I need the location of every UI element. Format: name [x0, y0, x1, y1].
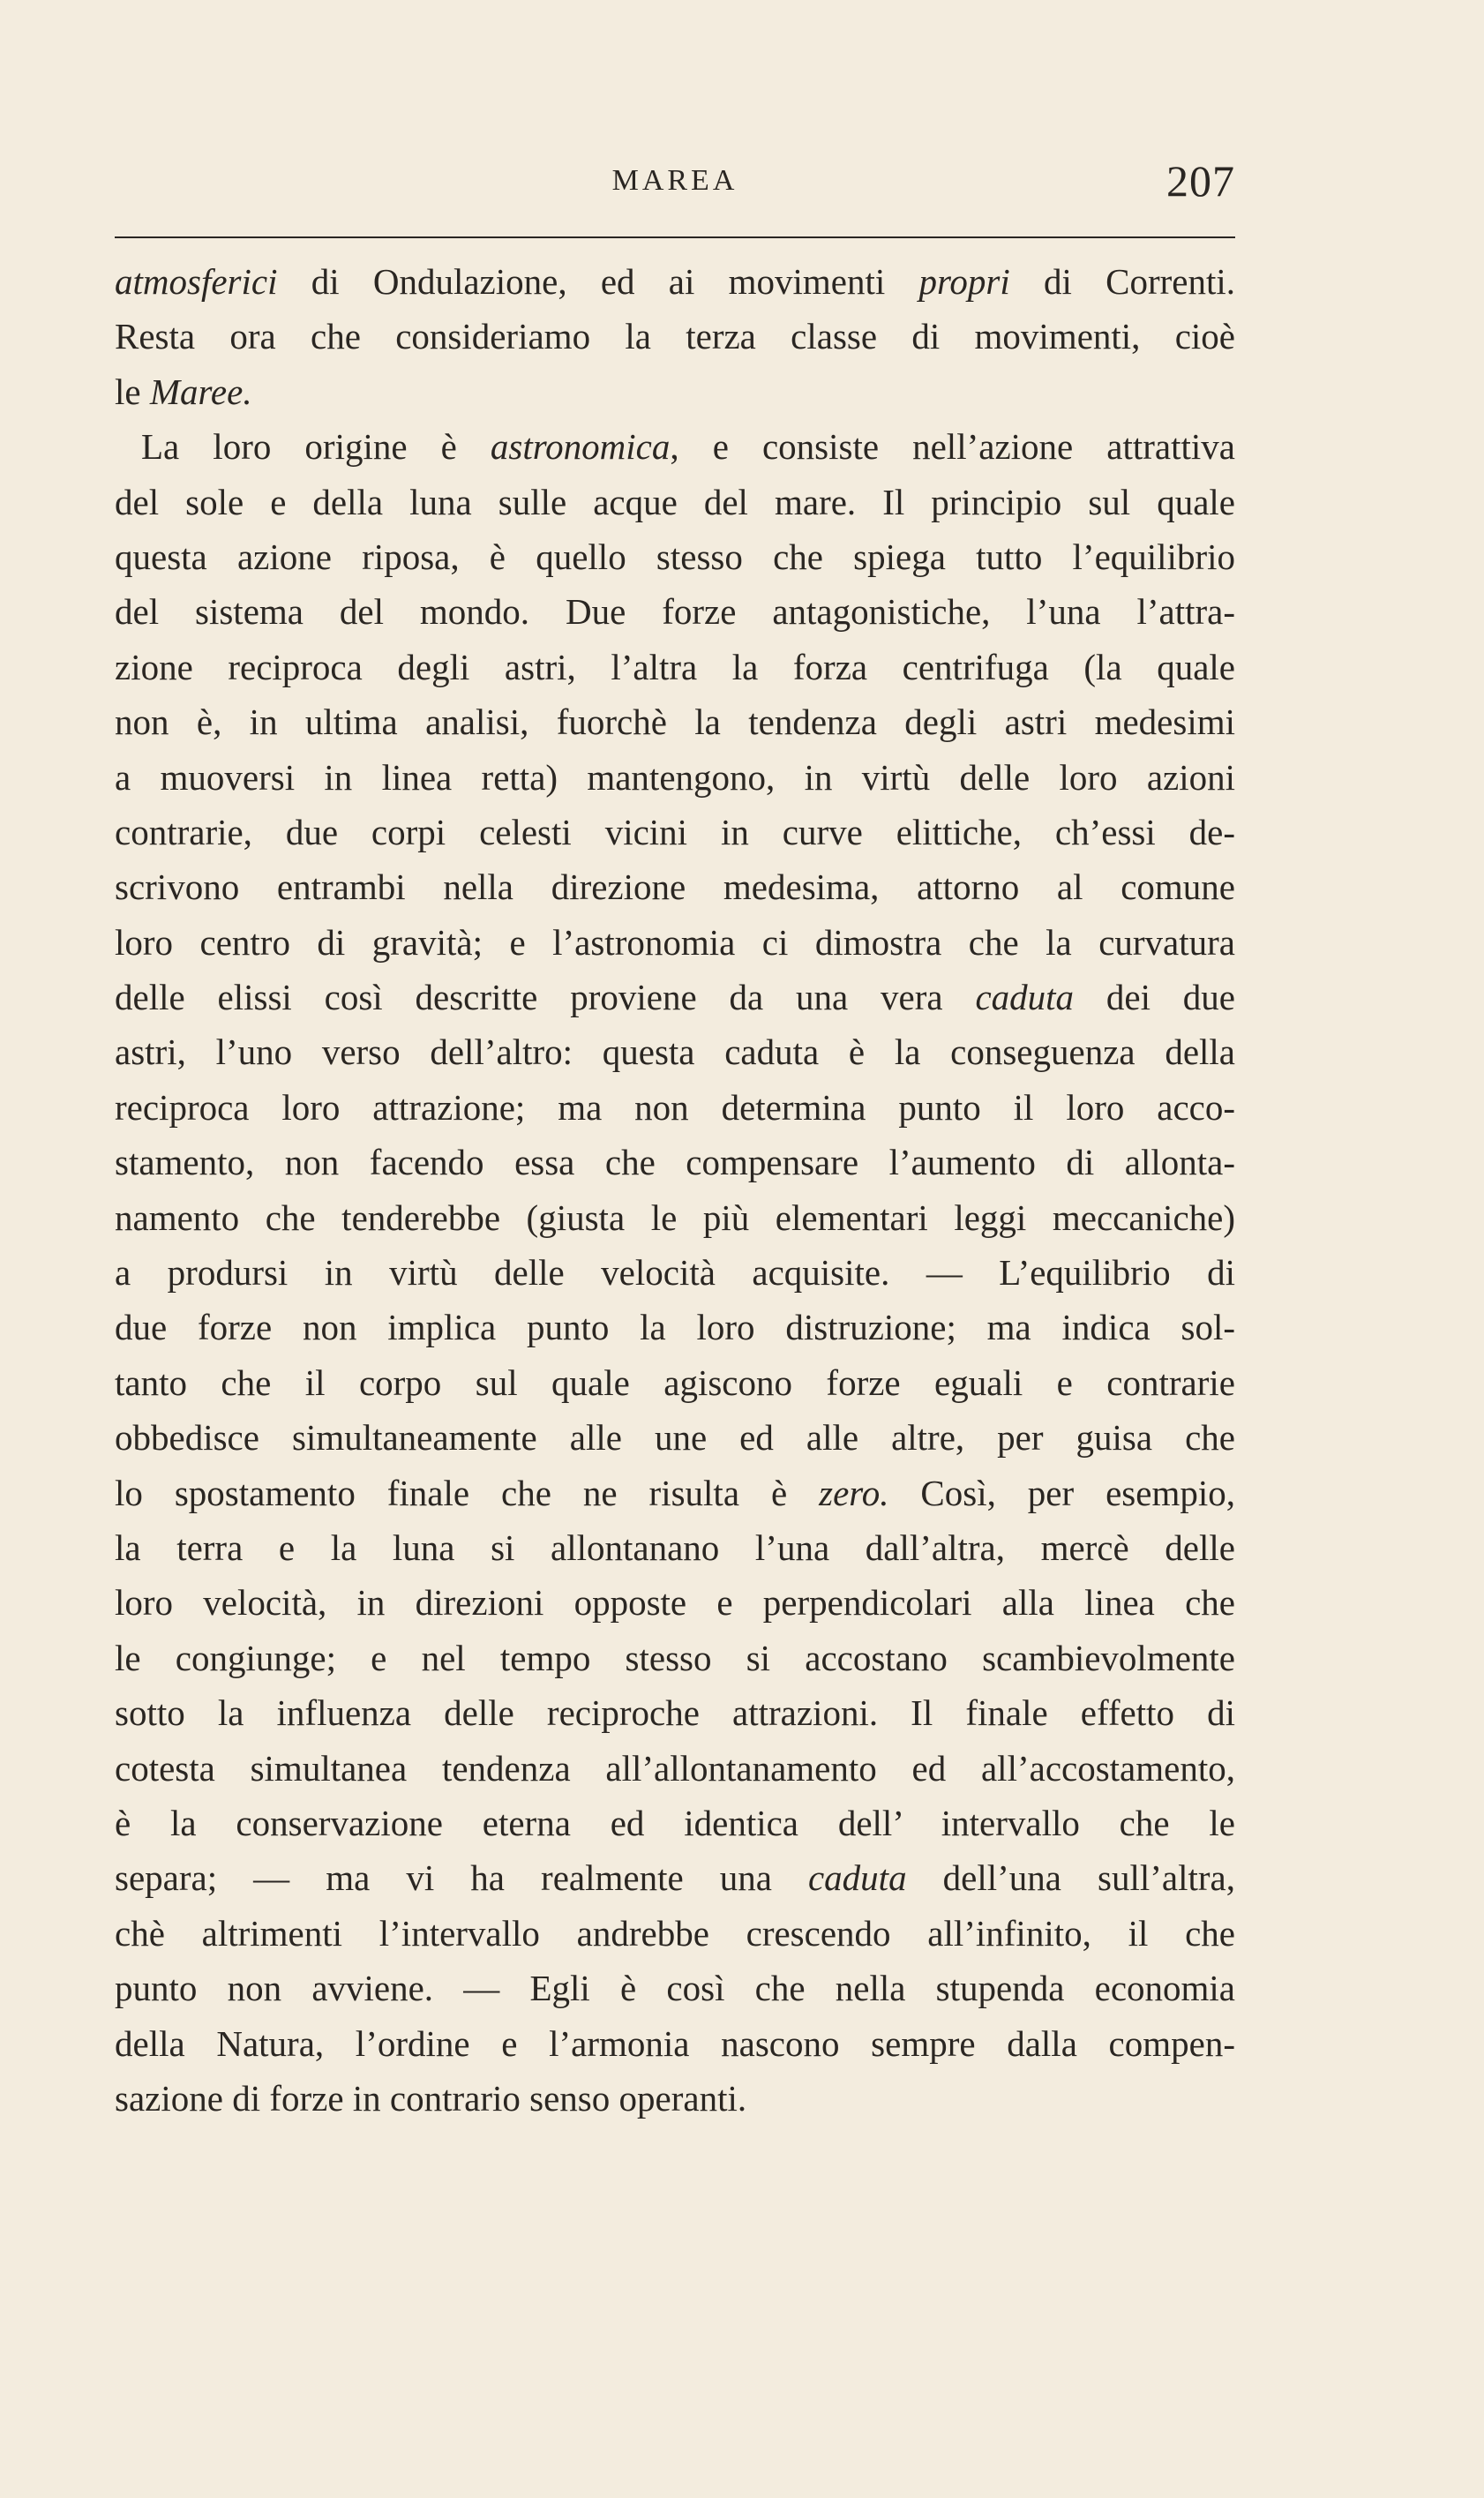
text-run: è la conservazione eterna ed identica dell’ intervallo che le [115, 1802, 1235, 1843]
header-rule [115, 236, 1235, 238]
text-line [115, 1685, 1235, 1740]
text-line [115, 750, 1235, 805]
text-run: reciproca loro attrazione; ma non determina punto il loro acco- [115, 1086, 1235, 1128]
text-line [115, 1024, 1235, 1079]
italic-run: caduta [807, 1857, 907, 1899]
text-run: dell’una sull’altra, [906, 1857, 1235, 1899]
text-run: a muoversi in linea retta) mantengono, in virtù delle loro azioni [115, 756, 1235, 798]
text-run: questa azione riposa, è quello stesso che spiega tutto l’equilibrio [115, 536, 1235, 577]
text-line [115, 1575, 1235, 1630]
text-line [115, 694, 1235, 749]
running-head [115, 157, 1235, 210]
text-run: le [115, 371, 150, 412]
text-line [115, 1135, 1235, 1189]
text-run: obbedisce simultaneamente alle une ed alle altre, per guisa che [115, 1417, 1235, 1459]
text-line [115, 915, 1235, 970]
text-line [115, 1466, 1235, 1520]
text-run: punto non avviene. — Egli è così che nella stupenda economia [115, 1968, 1235, 2009]
text-line [115, 475, 1235, 529]
italic-run: caduta [975, 977, 1075, 1018]
text-line [115, 640, 1235, 694]
text-run: chè altrimenti l’intervallo andrebbe crescendo all’infinito, il che [115, 1912, 1235, 1954]
text-line [115, 1355, 1235, 1410]
italic-run: Maree. [149, 371, 252, 412]
text-run: astri, l’uno verso dell’altro: questa caduta è la conseguenza della [115, 1031, 1235, 1073]
text-run: scrivono entrambi nella direzione medesima, attorno al comune [115, 866, 1235, 908]
text-run: del sistema del mondo. Due forze antagonistiche, l’una l’attra- [115, 591, 1235, 633]
text-line [115, 1741, 1235, 1796]
page-number: 207 [1166, 156, 1235, 206]
text-line [115, 1300, 1235, 1354]
text-run: zione reciproca degli astri, l’altra la forza centrifuga (la quale [115, 646, 1235, 687]
text-line [115, 419, 1235, 474]
text-run: loro centro di gravità; e l’astronomia ci dimostra che la curvatura [115, 921, 1235, 963]
text-run: dei due [1074, 977, 1235, 1018]
text-run: contrarie, due corpi celesti vicini in curve elittiche, ch’essi de- [115, 811, 1235, 852]
text-line [115, 1410, 1235, 1465]
italic-run: atmosferici [115, 261, 278, 302]
text-line [115, 1631, 1235, 1685]
text-run: cotesta simultanea tendenza all’allontanamento ed all’accostamento, [115, 1747, 1235, 1789]
text-run: stamento, non facendo essa che compensare l’aumento di allonta- [115, 1142, 1235, 1183]
italic-run: zero. [819, 1472, 889, 1513]
text-line [115, 2071, 1235, 2126]
text-run: La loro origine è [141, 426, 491, 468]
text-run: sotto la influenza delle reciproche attrazioni. Il finale effetto di [115, 1692, 1235, 1734]
text-line [115, 859, 1235, 914]
text-run: Resta ora che consideriamo la terza classe di movimenti, cioè [115, 316, 1235, 357]
text-run: , e consiste nell’azione attrattiva [670, 426, 1235, 468]
italic-run: astronomica [490, 426, 671, 468]
text-line [115, 1850, 1235, 1905]
text-run: Così, per esempio, [888, 1472, 1235, 1513]
running-title: MAREA [611, 164, 738, 197]
text-line [115, 1080, 1235, 1135]
text-run: namento che tenderebbe (giusta le più elementari leggi meccaniche) [115, 1196, 1235, 1238]
text-line [115, 970, 1235, 1024]
text-line [115, 254, 1235, 309]
text-line [115, 529, 1235, 584]
text-line [115, 1796, 1235, 1850]
text-line [115, 1961, 1235, 2015]
text-line [115, 364, 1235, 419]
text-line [115, 584, 1235, 639]
text-run: due forze non implica punto la loro distruzione; ma indica sol- [115, 1307, 1235, 1348]
text-run: di Ondulazione, ed ai movimenti [277, 261, 919, 302]
text-run: non è, in ultima analisi, fuorchè la tendenza degli astri medesimi [115, 701, 1235, 743]
text-line [115, 1245, 1235, 1300]
text-run: lo spostamento finale che ne risulta è [115, 1472, 820, 1513]
text-run: tanto che il corpo sul quale agiscono forze eguali e contrarie [115, 1362, 1235, 1403]
text-run: a prodursi in virtù delle velocità acquisite. — L’equilibrio di [115, 1252, 1235, 1294]
text-run: di Correnti. [1009, 261, 1235, 302]
text-line [115, 1906, 1235, 1961]
text-line [115, 1520, 1235, 1575]
text-run: separa; — ma vi ha realmente una [115, 1857, 808, 1899]
text-run: delle elissi così descritte proviene da una vera [115, 977, 976, 1018]
body-text [115, 254, 1235, 2126]
text-run: la terra e la luna si allontanano l’una dall’altra, mercè delle [115, 1527, 1235, 1568]
text-run: sazione di forze in contrario senso operanti. [115, 2077, 747, 2119]
text-line [115, 805, 1235, 859]
text-run: della Natura, l’ordine e l’armonia nascono sempre dalla compen- [115, 2022, 1235, 2064]
italic-run: propri [918, 261, 1010, 302]
text-line [115, 309, 1235, 364]
text-line [115, 1190, 1235, 1245]
text-run: le congiunge; e nel tempo stesso si accostano scambievolmente [115, 1637, 1235, 1678]
text-run: loro velocità, in direzioni opposte e perpendicolari alla linea che [115, 1582, 1235, 1624]
text-line [115, 2016, 1235, 2071]
text-run: del sole e della luna sulle acque del mare. Il principio sul quale [115, 481, 1235, 522]
